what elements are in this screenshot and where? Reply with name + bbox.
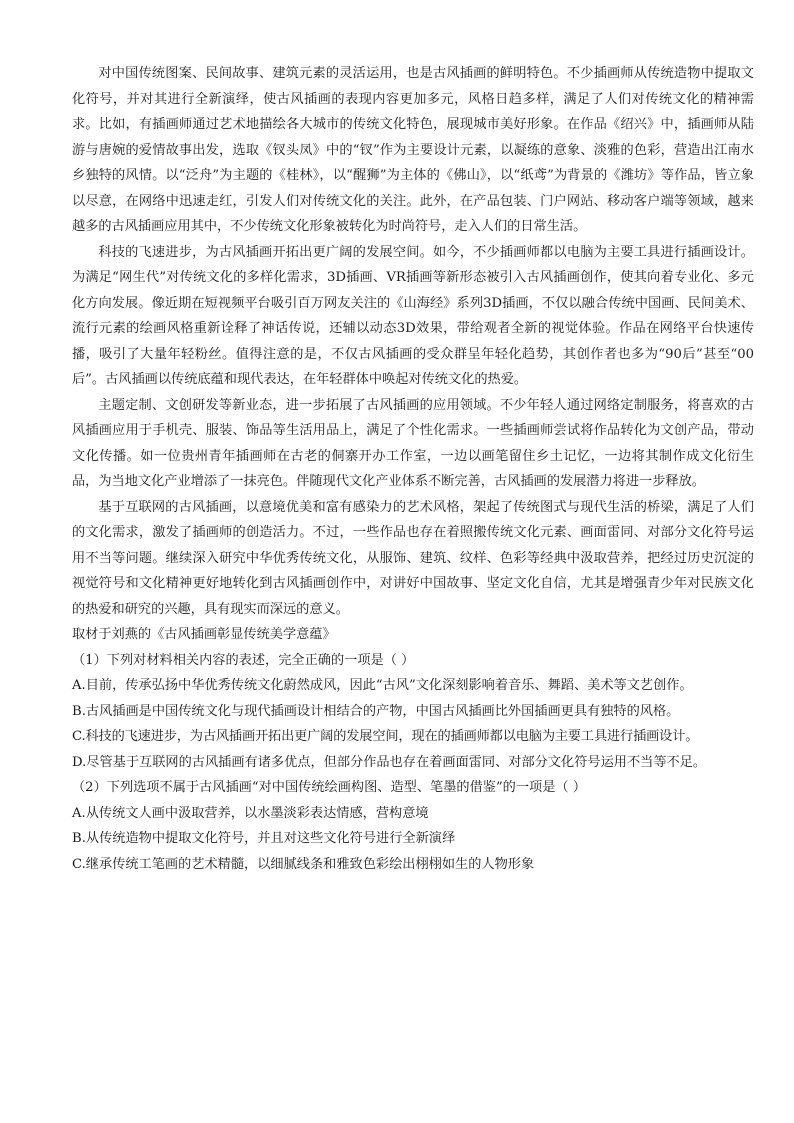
question-2-option-b: B.从传统造物中提取文化符号，并且对这些文化符号进行全新演绎 — [72, 831, 456, 846]
question-1-option-b: B.古风插画是中国传统文化与现代插画设计相结合的产物，中国古风插画比外国插画更具有独特的风格。 — [72, 703, 680, 719]
question-1-option-d: D.尽管基于互联网的古风插画有诸多优点，但部分作品也存在着画面雷同、对部分文化符号运用不当等不足。 — [72, 754, 707, 770]
article-paragraph-2: 科技的飞速进步，为古风插画开拓出更广阔的发展空间。如今，不少插画师都以电脑为主要工具进行插画设计。为满足“网生代”对传统文化的多样化需求，3D插画、VR插画等新形态被引入古风插画创作，使其向着专业化、多元化方向发展。像近期在短视频平台吸引百万网友关注的《山海经》系列3D插画，不仅以融合传统中国画、民间美术、流行元素的绘画风格重新诠释了神话传说，还辅以动态3D效果，带给观者全新的视觉体验。作品在网络平台快速传播，吸引了大量年轻粉丝。值得注意的是，不仅古风插画的受众群呈年轻化趋势，其创作者也多为“90后”甚至“00后”。古风插画以传统底蕴和现代表达，在年轻群体中唤起对传统文化的热爱。 — [72, 244, 754, 387]
question-2 — [72, 775, 754, 877]
question-2-stem: （2）下列选项不属于古风插画“对中国传统绘画构图、造型、笔墨的借鉴”的一项是（ ） — [72, 780, 586, 795]
article-paragraph-1: 对中国传统图案、民间故事、建筑元素的灵活运用，也是古风插画的鲜明特色。不少插画师从传统造物中提取文化符号，并对其进行全新演绎，使古风插画的表现内容更加多元，风格日趋多样，满足了人们对传统文化的精神需求。比如，有插画师通过艺术地描绘各大城市的传统文化特色，展现城市美好形象。在作品《绍兴》中，插画师从陆游与唐婉的爱情故事出发，选取《钗头凤》中的“钗”作为主要设计元素，以凝练的意象、淡雅的色彩，营造出江南水乡独特的风情。以“泛舟”为主题的《桂林》，以“醒狮”为主体的《佛山》，以“纸鸢”为背景的《潍坊》等作品，皆立象以尽意，在网络中迅速走红，引发人们对传统文化的关注。此外，在产品包装、门户网站、移动客户端等领域，越来越多的古风插画应用其中，不少传统文化形象被转化为时尚符号，走入人们的日常生活。 — [72, 66, 754, 234]
article-paragraph-4: 基于互联网的古风插画，以意境优美和富有感染力的艺术风格，架起了传统图式与现代生活的桥梁，满足了人们的文化需求，激发了插画师的创造活力。不过，一些作品也存在着照搬传统文化元素、画面雷同、对部分文化符号运用不当等问题。继续深入研究中华优秀传统文化，从服饰、建筑、纹样、色彩等经典中汲取营养，把经过历史沉淀的视觉符号和文化精神更好地转化到古风插画创作中，对讲好中国故事、坚定文化自信，尤其是增强青少年对民族文化的热爱和研究的兴趣，具有现实而深远的意义。 — [72, 499, 754, 617]
question-1-option-a: A.目前，传承弘扬中华优秀传统文化蔚然成风，因此“古风”文化深刻影响着音乐、舞蹈、美术等文艺创作。 — [72, 678, 693, 693]
question-1 — [72, 648, 754, 776]
article-source: 取材于刘燕的《古风插画彰显传统美学意蕴》 — [72, 627, 336, 642]
question-1-stem: （1）下列对材料相关内容的表述，完全正确的一项是（ ） — [72, 652, 415, 668]
question-1-option-c: C.科技的飞速进步，为古风插画开拓出更广阔的发展空间，现在的插画师都以电脑为主要工具进行插画设计。 — [72, 729, 699, 744]
question-2-option-a: A.从传统文人画中汲取营养，以水墨淡彩表达情感，营构意境 — [72, 805, 429, 821]
article-paragraph-3: 主题定制、文创研发等新业态，进一步拓展了古风插画的应用领域。不少年轻人通过网络定制服务，将喜欢的古风插画应用于手机壳、服装、饰品等生活用品上，满足了个性化需求。一些插画师尝试将作品转化为文创产品，带动文化传播。如一位贵州青年插画师在古老的侗寨开办工作室，一边以画笔留住乡土记忆，一边将其制作成文化衍生品，为当地文化产业增添了一抹亮色。伴随现代文化产业体系不断完善，古风插画的发展潜力将进一步释放。 — [72, 397, 754, 489]
article-body — [72, 61, 754, 648]
question-2-option-c: C.继承传统工笔画的艺术精髓，以细腻线条和雅致色彩绘出栩栩如生的人物形象 — [72, 856, 535, 872]
